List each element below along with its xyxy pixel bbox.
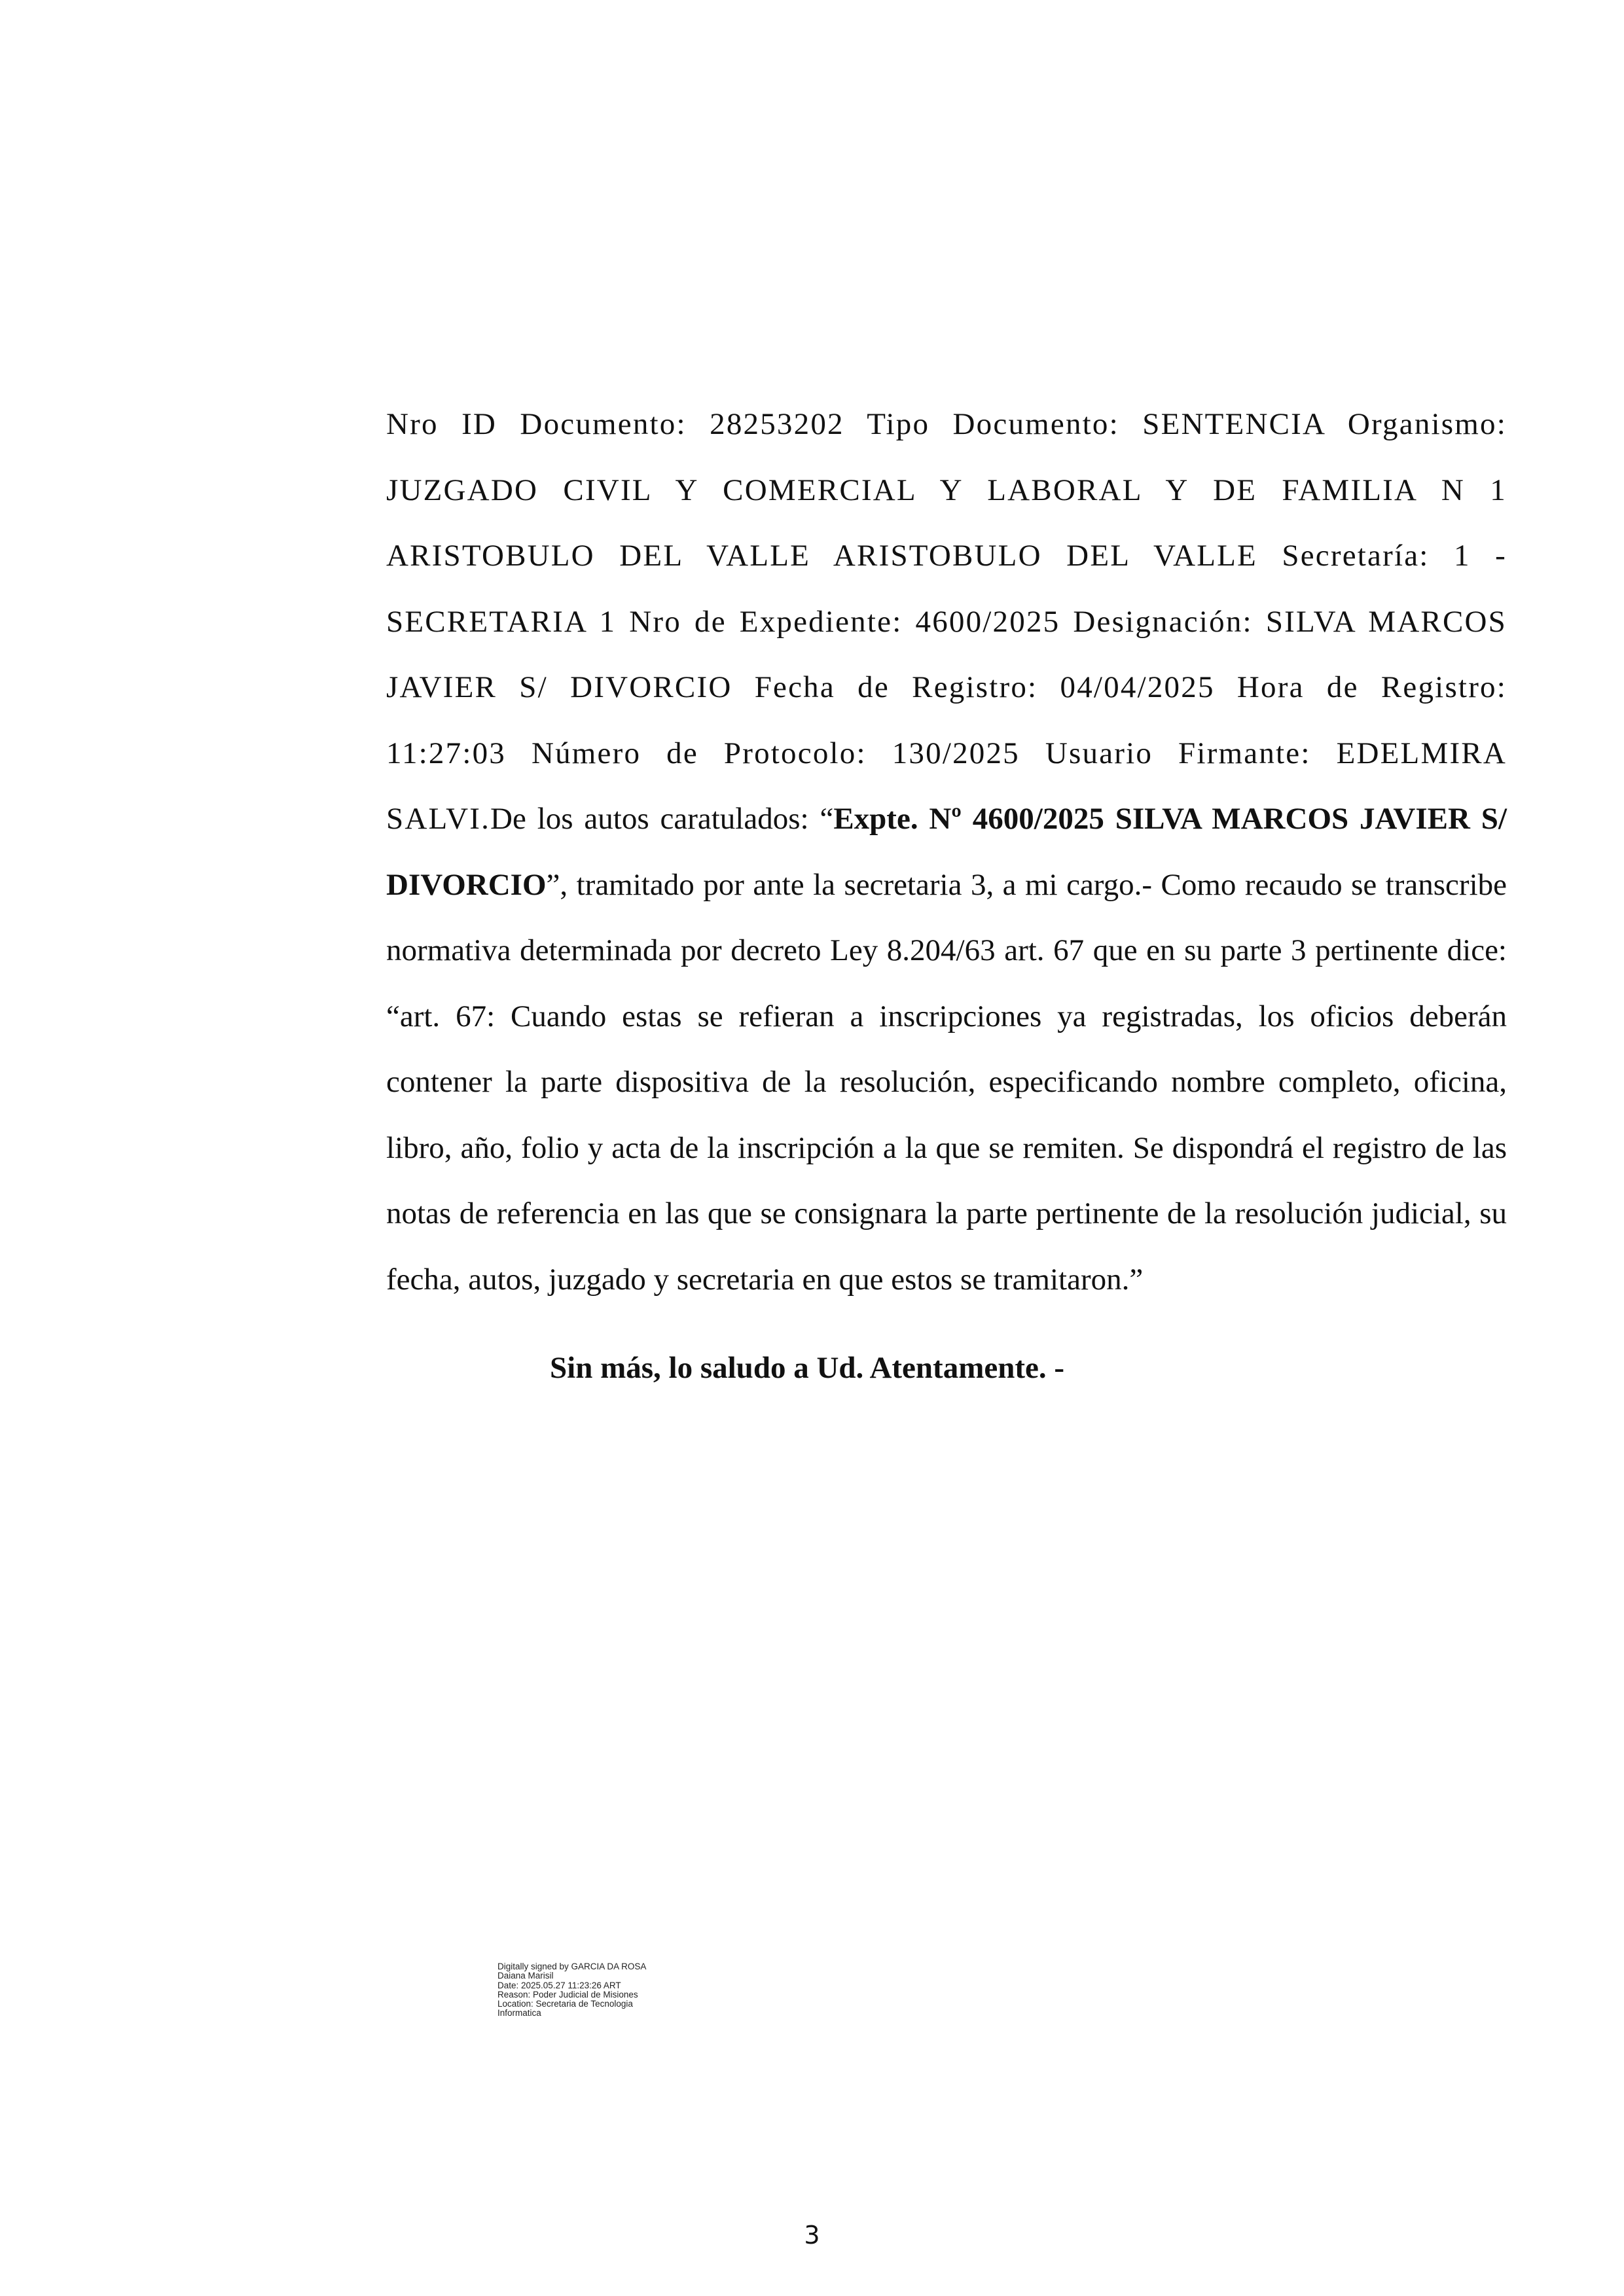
signature-line: Reason: Poder Judicial de Misiones xyxy=(497,1989,638,2000)
signature-line: Date: 2025.05.27 11:23:26 ART xyxy=(497,1980,621,1990)
signature-line: Location: Secretaria de Tecnologia xyxy=(497,1999,633,2009)
document-body xyxy=(386,391,1507,1312)
closing-salutation: Sin más, lo saludo a Ud. Atentamente. - xyxy=(550,1351,1065,1385)
autos-intro: De los autos caratulados: “ xyxy=(490,802,834,836)
signature-line: Digitally signed by GARCIA DA ROSA xyxy=(497,1962,647,1971)
body-remaining-text: ”, tramitado por ante la secretaria 3, a mi cargo.- Como recaudo se transcribe normativa determinada por decreto Ley 8.204/63 art. 67 que en su parte 3 pertinente dice: “art. 67: Cuando estas se refieran a inscripciones ya registradas, los oficios deberán contener la parte dispositiva de la resolución, especificando nombre completo, oficina, libro, año, folio y acta de la inscripción a la que se remiten. Se dispondrá el registro de las notas de referencia en las que se consignara la parte pertinente de la resolución judicial, su fecha, autos, juzgado y secretaria en que estos se tramitaron.” xyxy=(386,867,1507,1297)
signature-line: Daiana Marisil xyxy=(497,1971,554,1981)
page-number: 3 xyxy=(804,2221,820,2250)
signature-line: Informatica xyxy=(497,2008,541,2018)
document-metadata: Nro ID Documento: 28253202 Tipo Documento: SENTENCIA Organismo: JUZGADO CIVIL Y COMERCIAL Y LABORAL Y DE FAMILIA N 1 ARISTOBULO DEL VALLE ARISTOBULO DEL VALLE Secretaría: 1 - SECRETARIA 1 Nro de Expediente: 4600/2025 Designación: SILVA MARCOS JAVIER S/ DIVORCIO Fecha de Registro: 04/04/2025 Hora de Registro: 11:27:03 Número de Protocolo: 130/2025 Usuario Firmante: EDELMIRA SALVI. xyxy=(386,407,1507,836)
digital-signature xyxy=(497,1962,707,2018)
case-title: Expte. Nº 4600/2025 SILVA MARCOS JAVIER S/ DIVORCIO xyxy=(386,802,1507,902)
